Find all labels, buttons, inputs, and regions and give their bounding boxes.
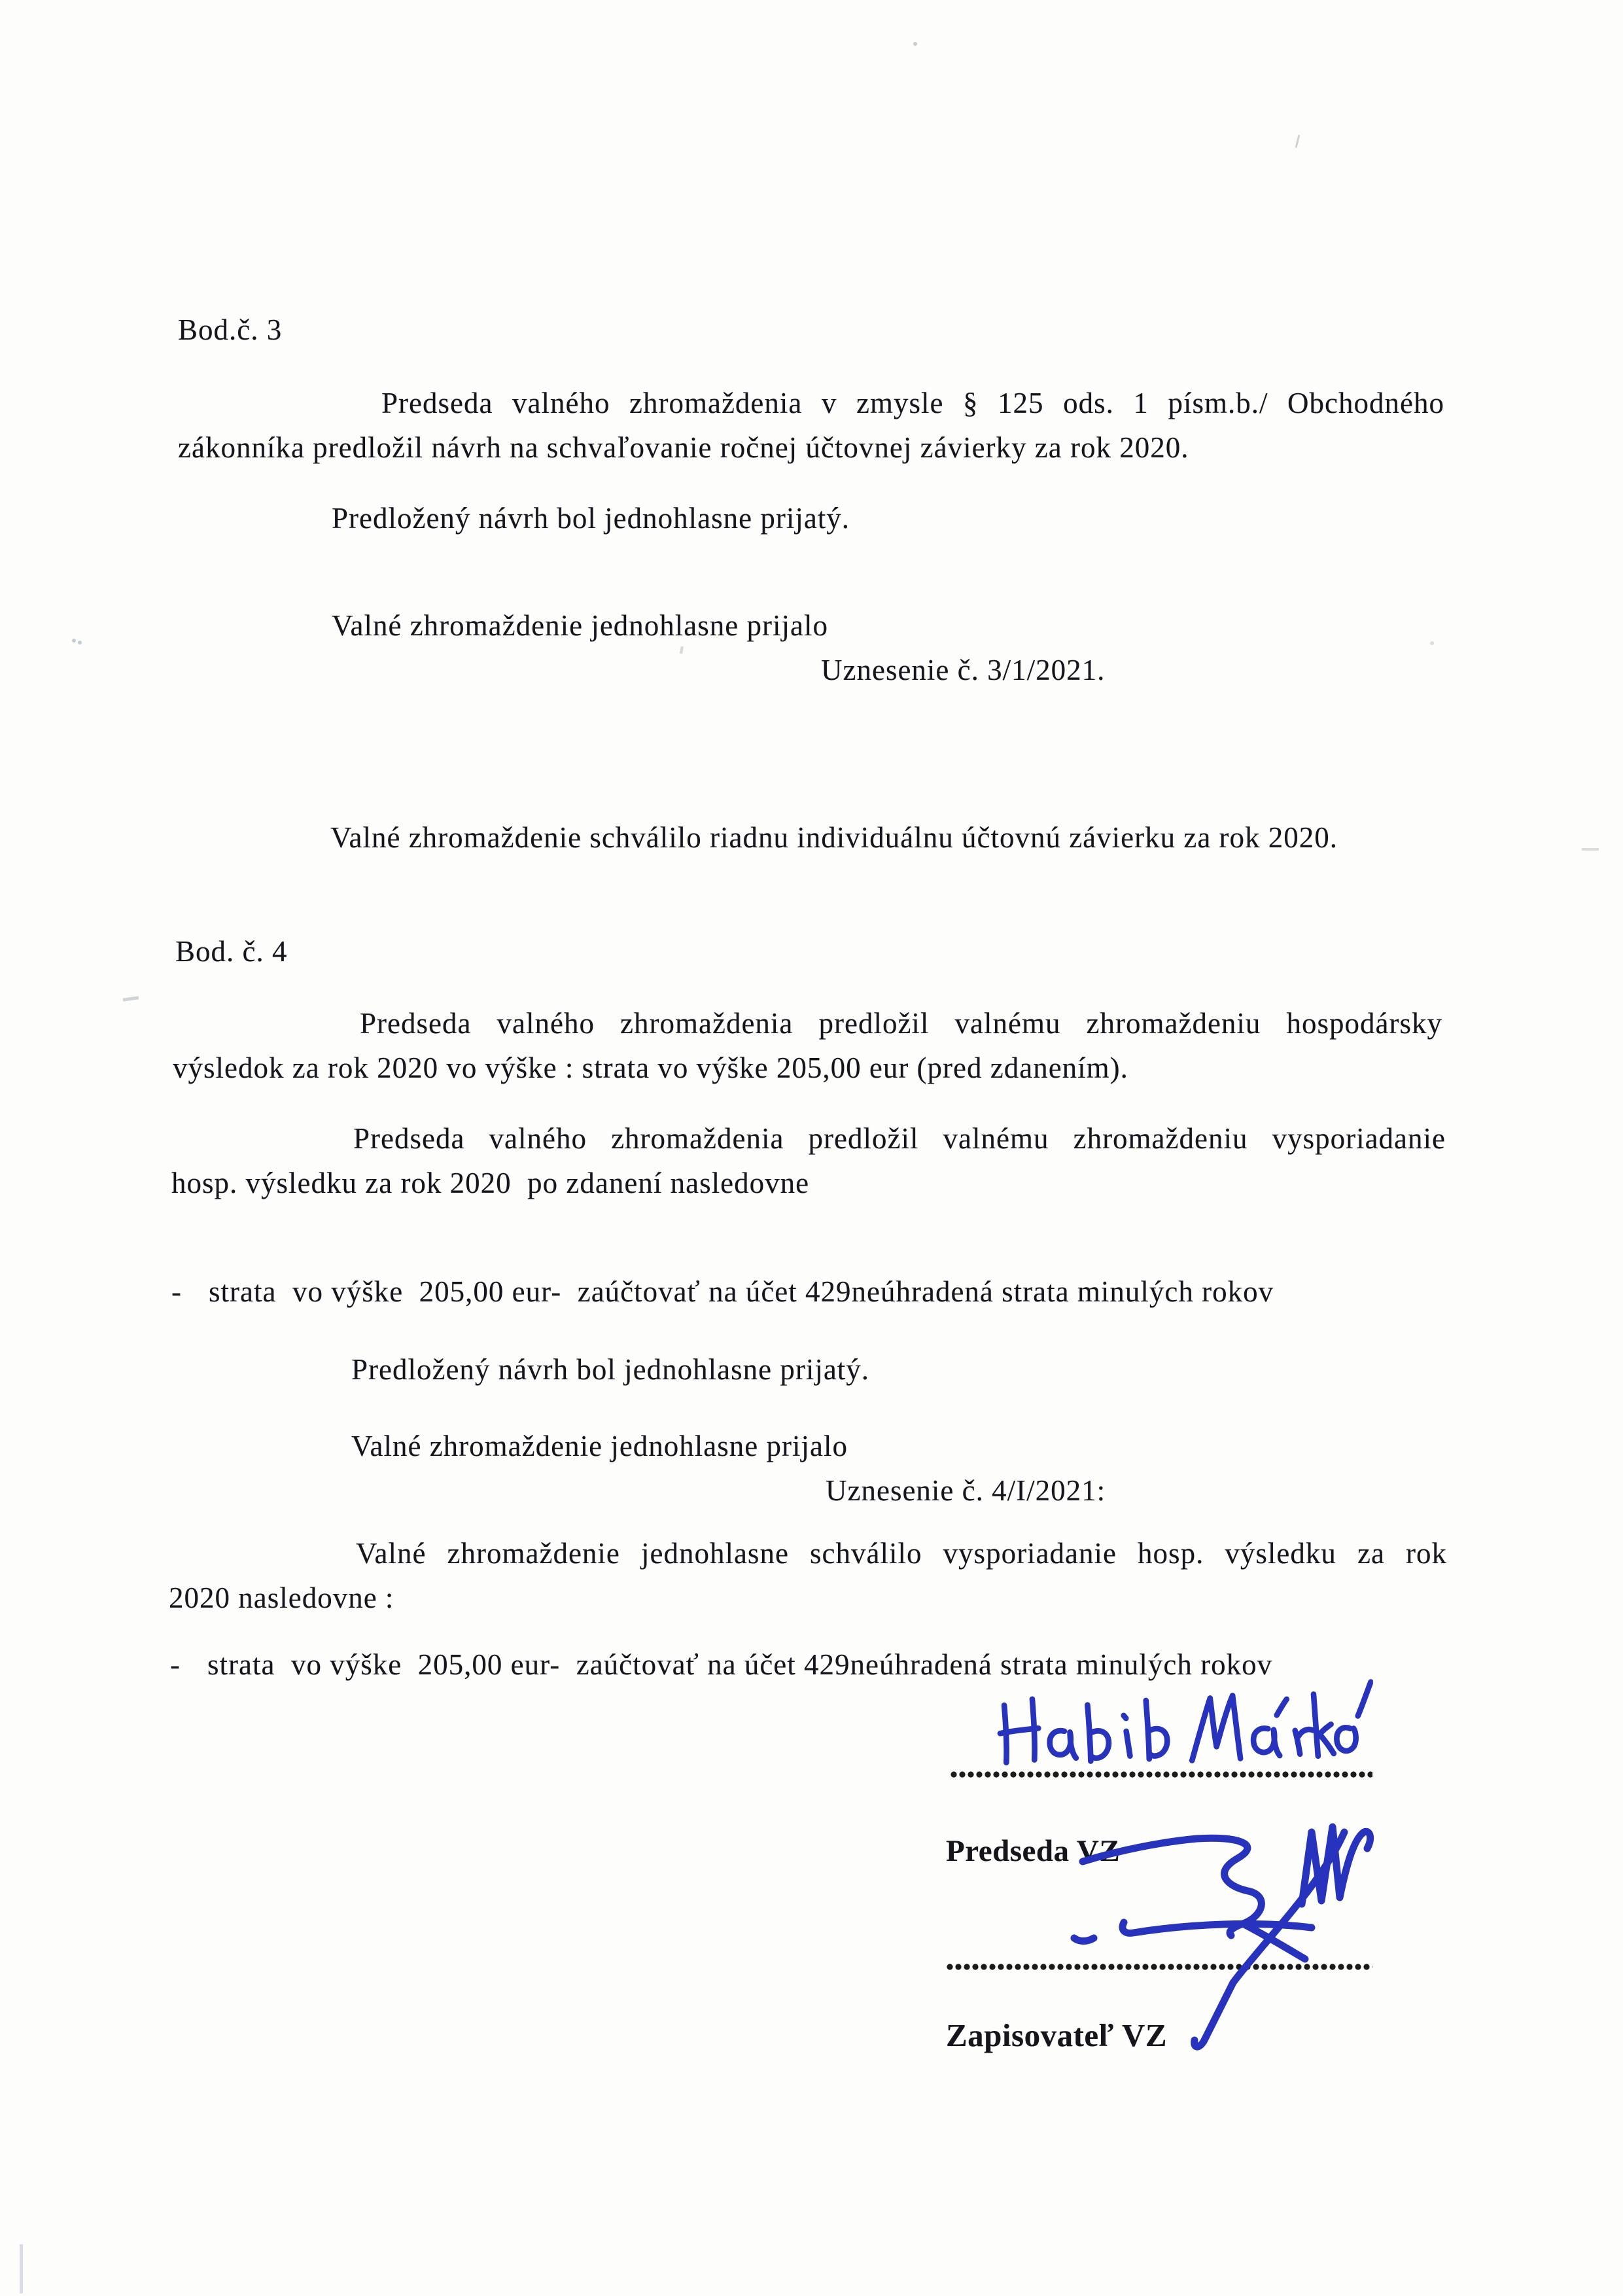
signature-scribble bbox=[1047, 1812, 1465, 2074]
bullet-item bbox=[171, 1275, 1274, 1309]
paragraph-line: výsledok za rok 2020 vo výške : strata vo výške 205,00 eur (pred zdanením). bbox=[173, 1051, 1128, 1084]
paragraph-line: zákonníka predložil návrh na schvaľovanie ročnej účtovnej závierky za rok 2020. bbox=[178, 431, 1189, 464]
signature-habib-marko bbox=[990, 1672, 1375, 1780]
paragraph-line: 2020 nasledovne : bbox=[169, 1581, 394, 1614]
paragraph-line: Predložený návrh bol jednohlasne prijatý. bbox=[332, 502, 850, 535]
scan-artifact bbox=[1582, 848, 1599, 851]
heading-bod4: Bod. č. 4 bbox=[175, 935, 288, 968]
bullet-text: strata vo výške 205,00 eur- zaúčtovať na účet 429neúhradená strata minulých rokov bbox=[207, 1648, 1273, 1681]
bullet-dash: - bbox=[171, 1275, 182, 1308]
paragraph-line: Predseda valného zhromaždenia predložil valnému zhromaždeniu hospodársky bbox=[360, 1007, 1442, 1040]
paragraph-line: hosp. výsledku za rok 2020 po zdanení nasledovne bbox=[171, 1167, 810, 1199]
scan-artifact bbox=[123, 996, 139, 1001]
paragraph-line: Valné zhromaždenie jednohlasne schválilo vysporiadanie hosp. výsledku za rok bbox=[356, 1537, 1447, 1570]
scan-artifact bbox=[1430, 641, 1434, 645]
bullet-dash: - bbox=[170, 1648, 181, 1681]
scan-artifact bbox=[20, 2244, 23, 2293]
scan-artifact bbox=[913, 42, 917, 46]
paragraph-line: Predložený návrh bol jednohlasne prijatý. bbox=[351, 1353, 870, 1386]
paragraph-line: Valné zhromaždenie schválilo riadnu individuálnu účtovnú závierku za rok 2020. bbox=[330, 821, 1338, 854]
paragraph-line: Predseda valného zhromaždenia predložil valnému zhromaždeniu vysporiadanie bbox=[353, 1122, 1446, 1155]
paragraph-line: Valné zhromaždenie jednohlasne prijalo bbox=[332, 609, 828, 642]
scan-artifact bbox=[72, 639, 76, 643]
scan-artifact bbox=[1295, 135, 1300, 148]
bullet-text: strata vo výške 205,00 eur- zaúčtovať na účet 429neúhradená strata minulých rokov bbox=[209, 1275, 1274, 1308]
resolution-3-1-2021: Uznesenie č. 3/1/2021. bbox=[821, 654, 1106, 686]
paragraph-line: Predseda valného zhromaždenia v zmysle § 125 ods. 1 písm.b./ Obchodného bbox=[381, 387, 1444, 419]
signature-line-predseda bbox=[950, 1771, 1372, 1778]
predseda-vz-label: Predseda VZ bbox=[946, 1834, 1121, 1868]
zapisovatel-vz-label: Zapisovateľ VZ bbox=[946, 2017, 1168, 2053]
resolution-4-I-2021: Uznesenie č. 4/I/2021: bbox=[826, 1474, 1106, 1507]
heading-bod3: Bod.č. 3 bbox=[178, 313, 283, 346]
scan-artifact bbox=[680, 646, 684, 654]
paragraph-line: Valné zhromaždenie jednohlasne prijalo bbox=[351, 1430, 848, 1462]
